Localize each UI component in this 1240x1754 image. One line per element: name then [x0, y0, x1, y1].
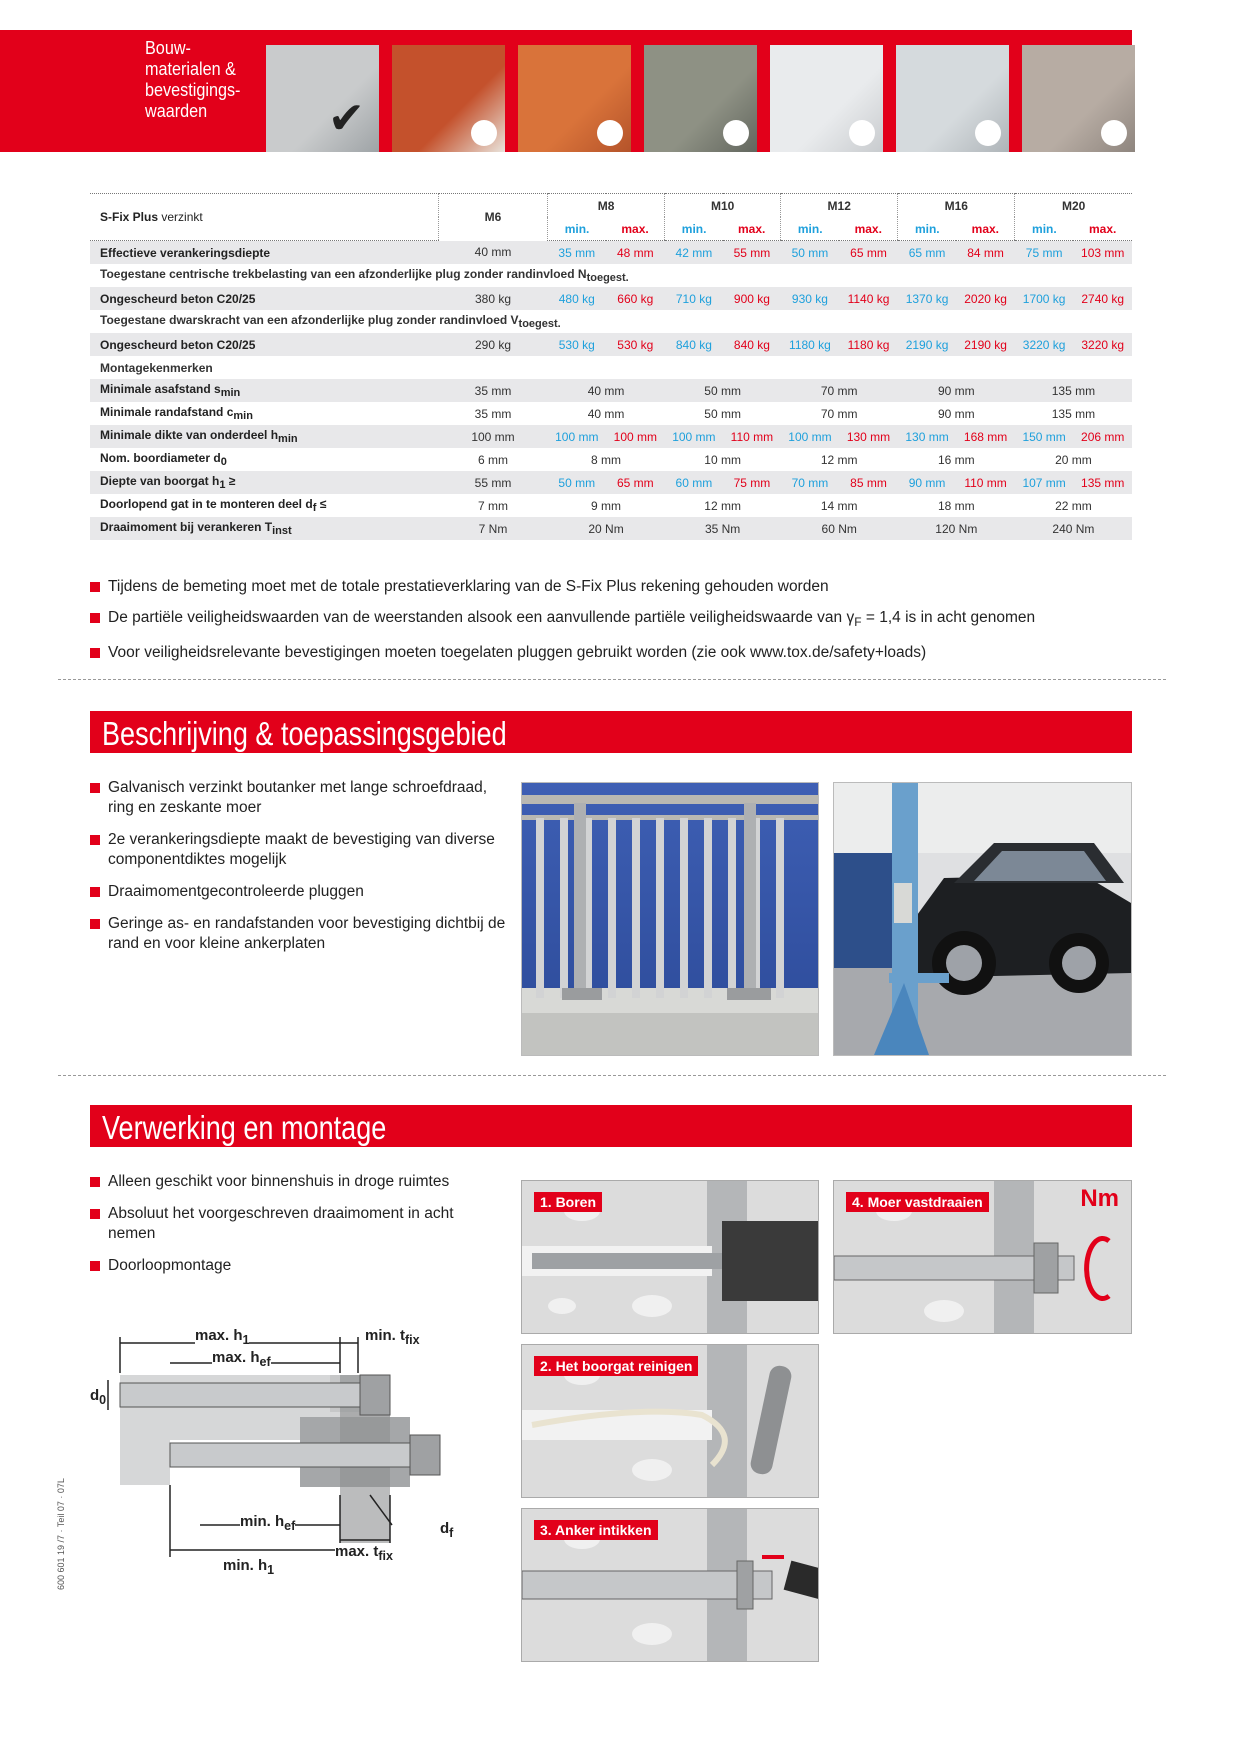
- table-cell: 90 mm: [898, 471, 957, 494]
- table-cell: 84 mm: [956, 241, 1015, 265]
- header-title: [145, 38, 253, 122]
- processing-list: [90, 1172, 490, 1276]
- table-cell: 107 mm: [1015, 471, 1074, 494]
- table-cell: 65 mm: [839, 241, 898, 265]
- table-cell: 1700 kg: [1015, 287, 1074, 310]
- header-title-line: Bouw-: [145, 38, 191, 58]
- table-cell: 480 kg: [548, 287, 607, 310]
- table-cell: 3220 kg: [1015, 333, 1074, 356]
- row-label: Effectieve verankeringsdiepte: [90, 241, 439, 265]
- table-cell: 40 mm: [548, 379, 665, 402]
- step-drilling: [521, 1180, 819, 1334]
- header-title-line: waarden: [145, 101, 208, 121]
- size-header: M8: [548, 194, 665, 218]
- table-cell: 7 mm: [478, 498, 508, 513]
- divider: [58, 679, 1166, 680]
- list-item: Galvanisch verzinkt boutanker met lange schroefdraad, ring en zeskante moer: [90, 778, 510, 818]
- table-row: [90, 448, 1132, 471]
- table-cell: 1180 kg: [781, 333, 840, 356]
- table-cell: 1180 kg: [839, 333, 898, 356]
- dimension-diagram: [90, 1325, 470, 1585]
- table-cell: 70 mm: [781, 379, 898, 402]
- dot-icon: [849, 120, 875, 146]
- list-item: 2e verankeringsdiepte maakt de bevestiging van diverse componentdiktes mogelijk: [90, 830, 510, 870]
- table-cell: 135 mm: [1073, 471, 1132, 494]
- table-cell: 900 kg: [723, 287, 781, 310]
- table-cell: 22 mm: [1055, 498, 1092, 513]
- table-cell: 20 mm: [1055, 452, 1092, 467]
- row-label: Ongescheurd beton C20/25: [90, 333, 439, 356]
- car-lift-photo: [833, 782, 1132, 1056]
- min-header: min.: [898, 217, 957, 241]
- table-cell: 6 mm: [478, 452, 508, 467]
- table-cell: 90 mm: [898, 379, 1015, 402]
- table-row: [90, 264, 1132, 287]
- table-cell: 2190 kg: [898, 333, 957, 356]
- dim-df: $d_f$: [440, 1520, 454, 1540]
- table-cell: 42 mm: [665, 241, 724, 265]
- min-header: min.: [781, 217, 840, 241]
- table-cell: 9 mm: [591, 498, 622, 513]
- table-cell: 840 kg: [723, 333, 781, 356]
- size-header: M16: [898, 194, 1015, 218]
- table-cell: 1370 kg: [898, 287, 957, 310]
- table-cell: 240 Nm: [1015, 517, 1132, 540]
- row-label: Diepte van boorgat $h_1$ ≥: [90, 471, 439, 494]
- dim-min-tfix: min. $t_{fix}$: [365, 1327, 420, 1347]
- torque-label: Nm: [1080, 1185, 1119, 1212]
- table-cell: 50 mm: [548, 471, 607, 494]
- max-header: max.: [1073, 217, 1132, 241]
- table-cell: 70 mm: [781, 471, 840, 494]
- size-header: M6: [439, 194, 548, 241]
- table-cell: 100 mm: [548, 425, 607, 448]
- table-cell: 100 mm: [665, 425, 724, 448]
- table-cell: 660 kg: [606, 287, 665, 310]
- header-title-line: materialen &: [145, 59, 236, 79]
- table-cell: 530 kg: [606, 333, 665, 356]
- table-cell: 20 Nm: [548, 517, 665, 540]
- step-cleaning: [521, 1344, 819, 1498]
- document-code: 600 601 19 /7 · Teil 07 · 07L: [56, 1478, 66, 1590]
- table-cell: 3220 kg: [1073, 333, 1132, 356]
- table-cell: 55 mm: [723, 241, 781, 265]
- table-cell: 70 mm: [820, 406, 858, 421]
- list-item: De partiële veiligheidswaarden van de weerstanden alsook een aanvullende partiële veiligheidswaarde van $\gamma_F = 1,4$ is in acht genomen: [90, 608, 1035, 632]
- table-row: [90, 333, 1132, 356]
- table-cell: 35 mm: [474, 406, 512, 421]
- table-cell: 50 mm: [781, 241, 840, 265]
- dim-max-tfix: max. $t_{fix}$: [335, 1543, 393, 1563]
- divider: [58, 1075, 1166, 1076]
- row-label: Minimale randafstand $c_{min}$: [100, 405, 253, 422]
- table-row: [90, 402, 1132, 425]
- table-cell: 135 mm: [1015, 379, 1132, 402]
- max-header: max.: [723, 217, 781, 241]
- section-title: Verwerking en montage: [102, 1109, 387, 1146]
- table-cell: 50 mm: [665, 379, 781, 402]
- row-label: Doorlopend gat in te monteren deel $d_f$ ≤: [100, 497, 327, 514]
- table-cell: 100 mm: [781, 425, 840, 448]
- check-icon: ✔: [328, 93, 365, 144]
- row-label: Ongescheurd beton C20/25: [90, 287, 439, 310]
- table-cell: 65 mm: [606, 471, 665, 494]
- list-item: Voor veiligheidsrelevante bevestigingen moeten toegelaten pluggen gebruikt worden (zie ook www.tox.de/safety+loads): [90, 643, 1035, 663]
- table-cell: 14 mm: [820, 498, 858, 513]
- table-cell: 10 mm: [704, 452, 741, 467]
- min-header: min.: [665, 217, 724, 241]
- table-cell: 50 mm: [704, 406, 741, 421]
- table-cell: 75 mm: [1015, 241, 1074, 265]
- dim-min-hef: min. $h_{ef}$: [240, 1513, 296, 1533]
- row-label: Minimale dikte van onderdeel $h_{min}$: [90, 425, 439, 448]
- table-cell: 290 kg: [439, 333, 548, 356]
- section-label: Montagekenmerken: [100, 360, 213, 375]
- dot-icon: [723, 120, 749, 146]
- table-cell: 150 mm: [1015, 425, 1074, 448]
- size-header: M12: [781, 194, 898, 218]
- table-row: [90, 471, 1132, 494]
- step-inserting: [521, 1508, 819, 1662]
- table-product-cell: [90, 194, 439, 241]
- table-cell: 12 mm: [704, 498, 741, 513]
- table-cell: 840 kg: [665, 333, 724, 356]
- material-tile: [644, 45, 757, 152]
- list-item: Absoluut het voorgeschreven draaimoment in acht nemen: [90, 1204, 490, 1244]
- table-cell: 130 mm: [898, 425, 957, 448]
- row-label: Draaimoment bij verankeren $T_{inst}$: [90, 517, 439, 540]
- list-item: Draaimomentgecontroleerde pluggen: [90, 882, 510, 902]
- table-cell: 380 kg: [439, 287, 548, 310]
- table-cell: 130 mm: [839, 425, 898, 448]
- table-cell: 120 Nm: [898, 517, 1015, 540]
- max-header: max.: [839, 217, 898, 241]
- table-cell: 16 mm: [937, 452, 975, 467]
- table-row: [90, 494, 1132, 517]
- material-tile: [770, 45, 883, 152]
- dim-max-hef: max. $h_{ef}$: [212, 1349, 271, 1369]
- table-cell: 206 mm: [1073, 425, 1132, 448]
- table-cell: 48 mm: [606, 241, 665, 265]
- section-bar-description: [90, 711, 1132, 753]
- dim-max-h1: max. $h_1$: [195, 1327, 250, 1347]
- table-cell: 55 mm: [439, 471, 548, 494]
- table-cell: 40 mm: [587, 406, 625, 421]
- table-cell: 710 kg: [665, 287, 724, 310]
- product-name: S-Fix Plus: [100, 210, 159, 224]
- table-cell: 100 mm: [606, 425, 665, 448]
- step-label: 1. Boren: [534, 1192, 602, 1212]
- section-bar-processing: [90, 1105, 1132, 1147]
- table-cell: 75 mm: [723, 471, 781, 494]
- table-cell: 930 kg: [781, 287, 840, 310]
- railing-photo: [521, 782, 819, 1056]
- row-label: Minimale asafstand $s_{min}$: [90, 379, 439, 402]
- notes-list: [90, 577, 1035, 663]
- table-row: [90, 517, 1132, 540]
- step-label: 3. Anker intikken: [534, 1520, 658, 1540]
- dot-icon: [975, 120, 1001, 146]
- section-title: Beschrijving & toepassingsgebied: [102, 715, 507, 752]
- material-tile: [896, 45, 1009, 152]
- min-header: min.: [548, 217, 607, 241]
- size-header: M10: [665, 194, 781, 218]
- dim-min-h1: min. $h_1$: [223, 1557, 275, 1577]
- step-tightening: [833, 1180, 1132, 1334]
- table-cell: 35 Nm: [665, 517, 781, 540]
- table-row: [90, 379, 1132, 402]
- table-cell: 8 mm: [591, 452, 622, 467]
- step-label: 4. Moer vastdraaien: [846, 1192, 989, 1212]
- list-item: Tijdens de bemeting moet met de totale prestatieverklaring van de S-Fix Plus rekening gehouden worden: [90, 577, 1035, 597]
- list-item: Doorloopmontage: [90, 1256, 490, 1276]
- max-header: max.: [956, 217, 1015, 241]
- table-row: [90, 241, 1132, 265]
- dot-icon: [597, 120, 623, 146]
- table-cell: 135 mm: [1051, 406, 1096, 421]
- table-cell: 2740 kg: [1073, 287, 1132, 310]
- min-header: min.: [1015, 217, 1074, 241]
- table-cell: 7 Nm: [439, 517, 548, 540]
- table-cell: 12 mm: [820, 452, 858, 467]
- material-tile: [392, 45, 505, 152]
- list-item: Geringe as- en randafstanden voor bevestiging dichtbij de rand en voor kleine ankerplaten: [90, 914, 510, 954]
- header-title-line: bevestigings-: [145, 80, 241, 100]
- table-row: [90, 356, 1132, 379]
- table-cell: 18 mm: [937, 498, 975, 513]
- table-cell: 65 mm: [898, 241, 957, 265]
- material-tile: [266, 45, 379, 152]
- list-item: Alleen geschikt voor binnenshuis in droge ruimtes: [90, 1172, 490, 1192]
- step-label: 2. Het boorgat reinigen: [534, 1356, 698, 1376]
- size-header: M20: [1015, 194, 1132, 218]
- material-tile: [1022, 45, 1135, 152]
- table-cell: 2020 kg: [956, 287, 1015, 310]
- table-cell: 530 kg: [548, 333, 607, 356]
- material-tile: [518, 45, 631, 152]
- description-list: [90, 778, 510, 954]
- table-cell: 1140 kg: [839, 287, 898, 310]
- table-cell: 60 Nm: [781, 517, 898, 540]
- table-cell: 110 mm: [723, 425, 781, 448]
- table-row: [90, 310, 1132, 333]
- table-cell: 35 mm: [439, 379, 548, 402]
- table-cell: 168 mm: [956, 425, 1015, 448]
- section-label: Toegestane dwarskracht van een afzonderlijke plug zonder randinvloed $V_{toegest.}$: [100, 313, 561, 330]
- dot-icon: [471, 120, 497, 146]
- max-header: max.: [606, 217, 665, 241]
- dim-d0: $d_0$: [90, 1387, 107, 1407]
- dot-icon: [1101, 120, 1127, 146]
- section-label: Toegestane centrische trekbelasting van een afzonderlijke plug zonder randinvloed $N_{toegest.}$: [100, 267, 629, 284]
- table-cell: 90 mm: [937, 406, 975, 421]
- table-cell: 100 mm: [439, 425, 548, 448]
- row-label: Nom. boordiameter $d_0$: [100, 451, 227, 468]
- table-cell: 110 mm: [956, 471, 1015, 494]
- spec-table: [90, 193, 1132, 540]
- table-cell: 2190 kg: [956, 333, 1015, 356]
- table-cell: 60 mm: [665, 471, 724, 494]
- table-cell: 35 mm: [548, 241, 607, 265]
- product-suffix: verzinkt: [161, 210, 203, 224]
- table-row: [90, 425, 1132, 448]
- table-row: [90, 287, 1132, 310]
- table-cell: 103 mm: [1073, 241, 1132, 265]
- table-cell: 85 mm: [839, 471, 898, 494]
- table-cell: 40 mm: [439, 241, 548, 265]
